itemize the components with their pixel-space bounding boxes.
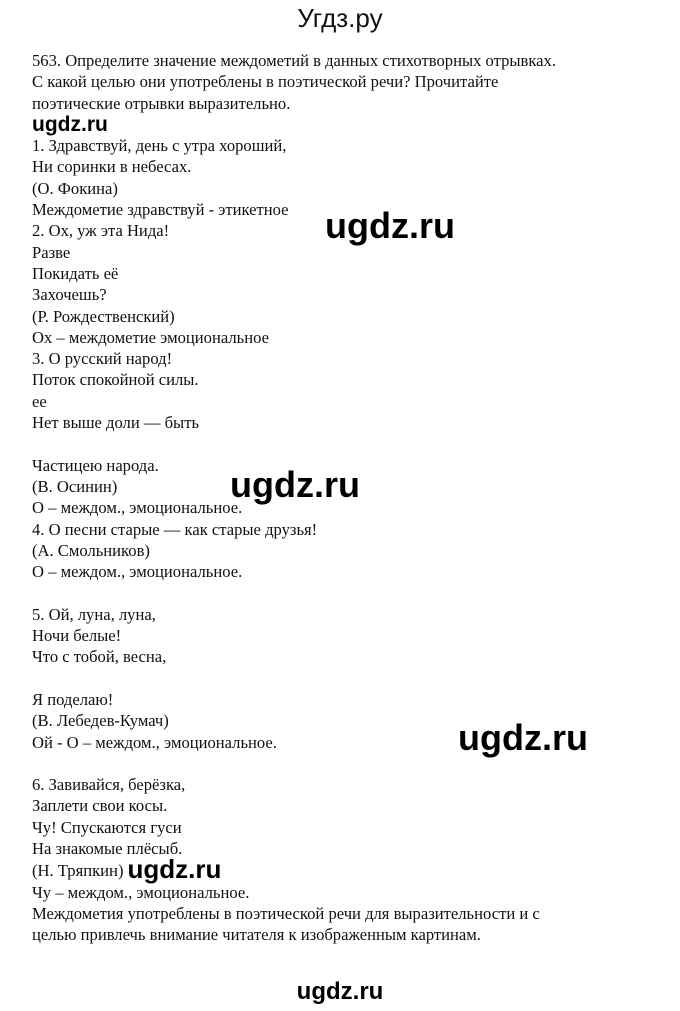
text-line: Ночи белые! [32, 626, 122, 646]
watermark-text: ugdz.ru [325, 205, 455, 246]
text-line: Чу! Спускаются гуси [32, 817, 182, 837]
page-header-title: Угдз.ру [297, 3, 383, 33]
watermark-text: ugdz.ru [32, 112, 108, 136]
text-line: 6. Завивайся, берёзка, [32, 775, 186, 795]
text-line: (О. Фокина) [32, 178, 118, 198]
text-line-with-watermark [32, 854, 652, 885]
text-line: О – междом., эмоциональное. [32, 562, 243, 582]
blank-line [32, 582, 652, 603]
text-line: Чу – междом., эмоциональное. [32, 882, 250, 902]
blank-line [32, 433, 652, 454]
text-line: Заплети свои косы. [32, 796, 168, 816]
text-line: О – междом., эмоциональное. [32, 498, 243, 518]
text-line: Разве [32, 242, 71, 262]
text-line: 2. Ох, уж эта Нида! [32, 221, 170, 241]
text-line: 5. Ой, луна, луна, [32, 604, 156, 624]
task-intro-line: С какой целью они употреблены в поэтической речи? Прочитайте [32, 72, 499, 92]
text-line: Что с тобой, весна, [32, 647, 167, 667]
blank-line [32, 668, 652, 689]
text-line: Покидать её [32, 263, 119, 283]
text-line: Частицею народа. [32, 455, 159, 475]
text-line: 1. Здравствуй, день с утра хороший, [32, 136, 287, 156]
text-line: ее [32, 391, 47, 411]
task-intro-line: 563. Определите значение междометий в данных стихотворных отрывках. [32, 51, 556, 70]
text-line: (В. Осинин) [32, 476, 118, 496]
text-line: Ох – междометие эмоциональное [32, 327, 269, 347]
text-line: Ни соринки в небесах. [32, 157, 192, 177]
author-line: (Н. Тряпкин) [32, 861, 124, 881]
text-line: Захочешь? [32, 285, 107, 305]
text-line: Нет выше доли — быть [32, 413, 200, 433]
footer-watermark: ugdz.ru [296, 978, 384, 1005]
watermark-text: ugdz.ru [458, 717, 588, 758]
watermark-text: ugdz.ru [127, 854, 222, 885]
text-line: 3. О русский народ! [32, 349, 173, 369]
text-line: Поток спокойной силы. [32, 370, 199, 390]
text-line: Междометие здравствуй - этикетное [32, 200, 289, 220]
text-line: (А. Смольников) [32, 540, 150, 560]
text-line: 4. О песни старые — как старые друзья! [32, 519, 318, 539]
text-line: Я поделаю! [32, 689, 114, 709]
watermark-text: ugdz.ru [230, 464, 360, 505]
text-line: Междометия употреблены в поэтической речи для выразительности и с [32, 903, 540, 923]
text-line: (В. Лебедев-Кумач) [32, 711, 169, 731]
task-intro-line: поэтические отрывки выразительно. [32, 93, 291, 113]
text-line: На знакомые плёсыб. [32, 838, 183, 858]
text-line: (Р. Рождественский) [32, 306, 175, 326]
text-line: Ой - О – междом., эмоциональное. [32, 732, 277, 752]
text-line: целью привлечь внимание читателя к изображенным картинам. [32, 925, 481, 945]
